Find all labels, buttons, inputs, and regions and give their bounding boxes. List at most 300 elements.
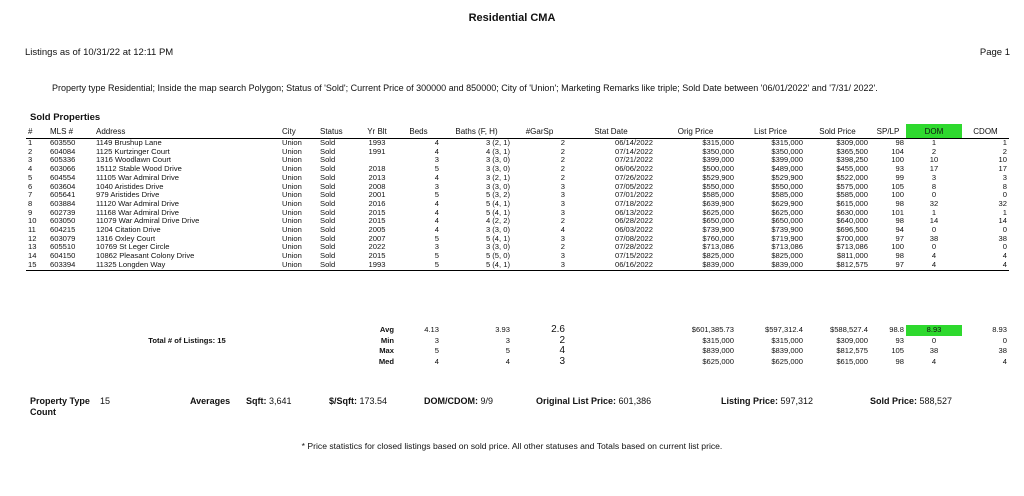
stats-cell: 4 bbox=[434, 356, 439, 366]
table-cell: 1316 Oxley Court bbox=[96, 233, 156, 243]
stats-label: Avg bbox=[379, 325, 394, 334]
table-cell: 2001 bbox=[368, 190, 386, 200]
stats-row bbox=[26, 346, 1009, 357]
stats-row bbox=[26, 325, 1009, 336]
table-cell: 4 bbox=[28, 164, 33, 174]
column-header: CDOM bbox=[962, 124, 1009, 139]
table-header-row bbox=[26, 124, 1009, 139]
table-cell: 105 bbox=[891, 181, 904, 191]
table-cell: $575,000 bbox=[836, 181, 868, 191]
table-cell: 5 bbox=[28, 172, 33, 182]
avg-sold-price: Sold Price: 588,527 bbox=[870, 396, 953, 406]
stats-body bbox=[26, 325, 1009, 367]
table-cell: 603550 bbox=[50, 138, 76, 147]
table-cell: 17 bbox=[998, 164, 1007, 174]
table-cell: 1 bbox=[28, 138, 33, 147]
table-cell: $585,000 bbox=[702, 190, 734, 200]
statistics-table bbox=[26, 325, 1009, 367]
stats-cell: 3 bbox=[505, 335, 510, 345]
listings-as-of: Listings as of 10/31/22 at 12:11 PM bbox=[25, 47, 174, 58]
stats-label: Min bbox=[380, 335, 394, 345]
table-cell: 5 (5, 0) bbox=[485, 251, 510, 261]
table-cell: 3 bbox=[28, 155, 33, 165]
table-cell: 98 bbox=[895, 198, 904, 208]
column-header: Beds bbox=[396, 124, 441, 139]
total-listings: Total # of Listings: 15 bbox=[148, 335, 226, 345]
table-cell: 06/06/2022 bbox=[614, 164, 653, 174]
table-cell: 0 bbox=[931, 190, 937, 200]
table-cell: 1 bbox=[1002, 207, 1007, 217]
column-header: Address bbox=[94, 124, 280, 139]
table-cell: $625,000 bbox=[702, 207, 734, 217]
table-cell: $739,900 bbox=[702, 225, 734, 235]
table-cell: $315,000 bbox=[771, 138, 803, 147]
table-cell: Sold bbox=[320, 138, 336, 147]
stats-empty bbox=[48, 357, 94, 368]
table-cell: 2008 bbox=[368, 181, 386, 191]
page-number: Page 1 bbox=[979, 47, 1010, 58]
table-cell: Sold bbox=[320, 198, 336, 208]
table-cell: 2 bbox=[560, 164, 565, 174]
footer-note: * Price statistics for closed listings based on sold price. All other statuses and Totals based on current list price. bbox=[301, 441, 723, 451]
table-cell: $713,086 bbox=[702, 242, 734, 252]
table-cell: Sold bbox=[318, 261, 358, 270]
table-cell: 1 bbox=[1002, 138, 1007, 147]
table-cell: $640,000 bbox=[836, 216, 868, 226]
table-cell: Sold bbox=[320, 146, 336, 156]
table-cell: 07/08/2022 bbox=[614, 233, 653, 243]
table-cell: 603604 bbox=[50, 181, 76, 191]
property-type-count: 15 bbox=[100, 396, 111, 406]
table-cell: 2005 bbox=[368, 225, 386, 235]
stats-cell: $625,000 bbox=[771, 356, 803, 366]
table-cell: 11120 War Admiral Drive bbox=[96, 198, 179, 208]
stats-empty bbox=[48, 325, 94, 336]
stats-cell: 105 bbox=[891, 346, 904, 355]
stats-cell: 4 bbox=[505, 356, 510, 366]
table-cell: $350,000 bbox=[771, 146, 803, 156]
table-cell: 5 bbox=[434, 233, 439, 243]
stats-cell: 3 bbox=[559, 355, 565, 367]
table-cell: 3 (3, 0) bbox=[485, 155, 510, 165]
table-cell: 602739 bbox=[50, 207, 76, 217]
table-cell: 10769 St Leger Circle bbox=[96, 242, 170, 252]
table-cell: Union bbox=[282, 155, 302, 165]
stats-cell: $839,000 bbox=[702, 346, 734, 355]
table-cell: 604215 bbox=[50, 225, 76, 235]
table-cell: 14 bbox=[28, 251, 37, 261]
stats-empty bbox=[280, 346, 318, 357]
table-cell: 1040 Aristides Drive bbox=[96, 181, 164, 191]
stats-cell: 3 bbox=[434, 335, 439, 345]
stats-empty bbox=[318, 346, 358, 357]
table-cell: $529,900 bbox=[771, 172, 803, 182]
table-cell: 15112 Stable Wood Drive bbox=[96, 164, 182, 174]
table-cell: 07/14/2022 bbox=[614, 146, 653, 156]
table-cell: $639,900 bbox=[702, 198, 734, 208]
stats-empty bbox=[567, 336, 655, 347]
stats-cell: 93 bbox=[895, 335, 904, 345]
avg-sqft: Sqft: 3,641 bbox=[246, 396, 292, 406]
stats-label: Max bbox=[379, 346, 394, 355]
table-cell: 0 bbox=[931, 242, 937, 252]
table-cell: 4 (3, 1) bbox=[485, 146, 510, 156]
table-cell: $650,000 bbox=[771, 216, 803, 226]
table-cell: $629,900 bbox=[771, 198, 803, 208]
stats-empty bbox=[94, 346, 280, 357]
table-cell: 2 bbox=[1002, 146, 1007, 156]
column-header: Baths (F, H) bbox=[441, 124, 512, 139]
table-cell: $739,900 bbox=[771, 225, 803, 235]
table-cell: Sold bbox=[320, 242, 336, 252]
stats-cell: $597,312.4 bbox=[764, 325, 803, 334]
table-cell: 603050 bbox=[50, 216, 76, 226]
table-cell: 7 bbox=[28, 190, 33, 200]
table-cell: 07/18/2022 bbox=[614, 198, 653, 208]
table-cell: $399,000 bbox=[771, 155, 803, 165]
stats-cell: 8.93 bbox=[992, 325, 1007, 334]
table-cell: 3 bbox=[560, 198, 565, 208]
column-header: DOM bbox=[906, 124, 962, 139]
table-cell: 4 (2, 2) bbox=[485, 216, 510, 226]
table-cell: 1993 bbox=[368, 138, 386, 147]
avg-listing-price: Listing Price: 597,312 bbox=[721, 396, 814, 406]
table-cell: 5 (4, 1) bbox=[441, 261, 512, 270]
table-cell: 3 bbox=[434, 242, 439, 252]
table-cell: 0 bbox=[1002, 190, 1007, 200]
table-cell: 0 bbox=[931, 225, 937, 235]
table-cell: Sold bbox=[320, 155, 336, 165]
table-cell: 100 bbox=[891, 155, 904, 165]
table-cell: 2016 bbox=[368, 198, 386, 208]
column-header: City bbox=[280, 124, 318, 139]
table-cell: 11079 War Admiral Drive Drive bbox=[96, 216, 200, 226]
table-cell: 3 bbox=[560, 207, 565, 217]
table-cell: $455,000 bbox=[836, 164, 868, 174]
table-cell: $309,000 bbox=[836, 138, 868, 147]
stats-cell: 5 bbox=[434, 346, 439, 355]
table-cell: 3 bbox=[560, 181, 565, 191]
table-cell: Union bbox=[282, 138, 302, 147]
table-cell: 1 bbox=[931, 138, 937, 147]
avg-original-list-price: Original List Price: 601,386 bbox=[536, 396, 652, 406]
table-cell: 2015 bbox=[368, 251, 386, 261]
stats-cell: 4.13 bbox=[424, 325, 439, 334]
table-cell: 605641 bbox=[50, 190, 76, 200]
property-type-count-label: Property Type Count bbox=[30, 396, 90, 417]
table-cell: 2022 bbox=[368, 242, 386, 252]
stats-cell: 4 bbox=[559, 345, 565, 356]
table-cell: 3 (3, 0) bbox=[485, 242, 510, 252]
table-cell: 97 bbox=[895, 233, 904, 243]
table-cell: 3 (2, 1) bbox=[485, 172, 510, 182]
table-cell: 979 Aristides Drive bbox=[96, 190, 160, 200]
table-cell: 2015 bbox=[368, 207, 386, 217]
table-cell: 3 bbox=[434, 155, 439, 165]
table-cell: 3 bbox=[1002, 172, 1007, 182]
table-cell: 4 bbox=[906, 261, 962, 270]
table-cell: 4 bbox=[434, 198, 439, 208]
table-cell: 100 bbox=[891, 242, 904, 252]
table-cell: $398,250 bbox=[836, 155, 868, 165]
table-cell: 15 bbox=[26, 261, 48, 270]
table-cell: 2015 bbox=[368, 216, 386, 226]
table-cell: 06/14/2022 bbox=[614, 138, 653, 147]
table-cell: 2 bbox=[560, 172, 565, 182]
table-cell: 604554 bbox=[50, 172, 76, 182]
table-cell: 1991 bbox=[368, 146, 386, 156]
table-cell: Union bbox=[282, 172, 302, 182]
table-cell: 2007 bbox=[368, 233, 386, 243]
stats-empty bbox=[94, 357, 280, 368]
table-cell: 11325 Longden Way bbox=[94, 261, 280, 270]
table-cell: 2 bbox=[560, 216, 565, 226]
table-cell: Union bbox=[282, 190, 302, 200]
table-cell: 8 bbox=[28, 198, 33, 208]
stats-cell: $812,575 bbox=[836, 346, 868, 355]
sold-properties-table bbox=[26, 124, 1009, 271]
stats-empty bbox=[26, 325, 48, 336]
table-cell: $585,000 bbox=[836, 190, 868, 200]
stats-empty bbox=[567, 346, 655, 357]
table-cell: 3 (2, 1) bbox=[485, 138, 510, 147]
table-cell: 6 bbox=[28, 181, 33, 191]
stats-cell: $601,385.73 bbox=[691, 325, 734, 334]
table-cell: $713,086 bbox=[836, 242, 868, 252]
table-cell: 4 bbox=[434, 146, 439, 156]
stats-empty bbox=[26, 357, 48, 368]
table-cell: $522,000 bbox=[836, 172, 868, 182]
stats-empty bbox=[567, 325, 655, 336]
table-cell: Union bbox=[282, 198, 302, 208]
table-cell: $615,000 bbox=[836, 198, 868, 208]
table-cell: 2018 bbox=[368, 164, 386, 174]
table-cell: 100 bbox=[891, 190, 904, 200]
table-cell: 32 bbox=[998, 198, 1007, 208]
table-cell: 2 bbox=[560, 242, 565, 252]
stats-cell: 4 bbox=[931, 356, 937, 366]
table-cell: 4 bbox=[560, 225, 565, 235]
table-cell: $700,000 bbox=[836, 233, 868, 243]
table-cell: 603394 bbox=[48, 261, 94, 270]
table-cell: 3 bbox=[560, 190, 565, 200]
table-cell: $585,000 bbox=[771, 190, 803, 200]
table-cell: 3 bbox=[434, 181, 439, 191]
table-cell: 06/13/2022 bbox=[614, 207, 653, 217]
stats-cell: 2.6 bbox=[551, 324, 565, 335]
table-cell: 3 (3, 0) bbox=[485, 164, 510, 174]
stats-cell: 38 bbox=[929, 346, 939, 355]
column-header: #GarSp bbox=[512, 124, 567, 139]
table-cell: $719,900 bbox=[771, 233, 803, 243]
table-cell: 3 bbox=[512, 261, 567, 270]
table-cell: Union bbox=[282, 233, 302, 243]
section-title: Sold Properties bbox=[30, 112, 101, 123]
table-cell: $550,000 bbox=[771, 181, 803, 191]
table-cell: Union bbox=[282, 207, 302, 217]
table-cell: 4 bbox=[434, 225, 439, 235]
table-cell: 5 bbox=[396, 261, 441, 270]
table-cell: $713,086 bbox=[771, 242, 803, 252]
table-cell: 10862 Pleasant Colony Drive bbox=[96, 251, 195, 261]
stats-empty bbox=[48, 346, 94, 357]
table-cell: 1 bbox=[931, 207, 937, 217]
table-cell: 8 bbox=[1002, 181, 1007, 191]
stats-cell: $315,000 bbox=[702, 335, 734, 345]
table-cell: 93 bbox=[895, 164, 904, 174]
column-header: Stat Date bbox=[567, 124, 655, 139]
table-cell: 32 bbox=[929, 198, 939, 208]
table-body bbox=[26, 139, 1009, 271]
stats-label: Med bbox=[378, 356, 394, 366]
table-cell: $696,500 bbox=[836, 225, 868, 235]
table-cell: Sold bbox=[320, 225, 336, 235]
table-cell: 12 bbox=[28, 233, 37, 243]
table-cell: 5 (4, 1) bbox=[485, 198, 510, 208]
table-cell: 2 bbox=[560, 155, 565, 165]
table-cell: 3 (3, 0) bbox=[485, 225, 510, 235]
stats-cell: 98.8 bbox=[889, 325, 904, 334]
stats-cell: 8.93 bbox=[906, 325, 962, 336]
table-cell: 11168 War Admiral Drive bbox=[96, 207, 179, 217]
table-cell: $350,000 bbox=[702, 146, 734, 156]
table-cell: 1149 Brushup Lane bbox=[96, 138, 162, 147]
table-cell: 4 bbox=[931, 251, 937, 261]
avg-dom-cdom: DOM/CDOM: 9/9 bbox=[424, 396, 494, 406]
table-cell: 07/05/2022 bbox=[614, 181, 653, 191]
table-cell: 5 (3, 2) bbox=[485, 190, 510, 200]
table-cell: 10 bbox=[998, 155, 1007, 165]
table-cell: 97 bbox=[870, 261, 906, 270]
table-row bbox=[26, 261, 1009, 270]
table-cell: Sold bbox=[320, 207, 336, 217]
stats-cell: 38 bbox=[998, 346, 1007, 355]
table-cell: 4 bbox=[434, 216, 439, 226]
table-cell: 4 bbox=[1002, 251, 1007, 261]
stats-cell: 5 bbox=[505, 346, 510, 355]
table-cell: 3 (3, 0) bbox=[485, 181, 510, 191]
table-cell: $625,000 bbox=[771, 207, 803, 217]
table-cell: $365,500 bbox=[836, 146, 868, 156]
stats-cell: $315,000 bbox=[771, 335, 803, 345]
table-cell: Sold bbox=[320, 251, 336, 261]
stats-cell: $309,000 bbox=[836, 335, 868, 345]
table-cell: Sold bbox=[320, 172, 336, 182]
stats-cell: 2 bbox=[559, 334, 565, 346]
table-cell: $760,000 bbox=[702, 233, 734, 243]
stats-cell: 0 bbox=[931, 335, 937, 345]
table-cell: 604084 bbox=[50, 146, 76, 156]
table-cell: 9 bbox=[28, 207, 33, 217]
table-cell: 605336 bbox=[50, 155, 76, 165]
table-cell: 11 bbox=[28, 225, 36, 235]
table-cell: 3 bbox=[560, 251, 565, 261]
stats-cell: $839,000 bbox=[771, 346, 803, 355]
column-header: Yr Blt bbox=[358, 124, 396, 139]
table-cell: 5 bbox=[434, 190, 439, 200]
table-cell: 5 bbox=[434, 164, 439, 174]
table-cell: $315,000 bbox=[702, 138, 734, 147]
stats-empty bbox=[94, 325, 280, 336]
table-cell: 98 bbox=[895, 138, 904, 147]
table-cell: $811,000 bbox=[836, 251, 868, 261]
table-cell: 0 bbox=[1002, 225, 1007, 235]
table-cell: 17 bbox=[929, 164, 939, 174]
table-cell: Sold bbox=[320, 190, 336, 200]
table-cell: 06/28/2022 bbox=[614, 216, 653, 226]
column-header: Status bbox=[318, 124, 358, 139]
table-cell: Sold bbox=[320, 216, 336, 226]
table-cell: $500,000 bbox=[702, 164, 734, 174]
table-cell: 11105 War Admiral Drive bbox=[96, 172, 179, 182]
table-cell: 07/28/2022 bbox=[614, 242, 653, 252]
table-cell: Union bbox=[282, 216, 302, 226]
table-cell: 14 bbox=[929, 216, 939, 226]
table-cell: 603066 bbox=[50, 164, 76, 174]
stats-empty bbox=[318, 325, 358, 336]
table-cell: 0 bbox=[1002, 242, 1007, 252]
table-cell: 3 bbox=[560, 233, 565, 243]
table-cell: 07/15/2022 bbox=[614, 251, 653, 261]
table-cell: 94 bbox=[895, 225, 904, 235]
stats-cell: 0 bbox=[1002, 335, 1007, 345]
table-cell: $630,000 bbox=[836, 207, 868, 217]
table-cell: Sold bbox=[320, 164, 336, 174]
stats-empty bbox=[318, 336, 358, 347]
table-cell: 2 bbox=[560, 138, 565, 147]
table-cell: 38 bbox=[998, 233, 1007, 243]
stats-cell: $625,000 bbox=[702, 356, 734, 366]
table-cell: $529,900 bbox=[702, 172, 734, 182]
table-cell: Sold bbox=[320, 233, 336, 243]
table-cell: 4 bbox=[434, 138, 439, 147]
averages-label: Averages bbox=[190, 396, 231, 406]
column-header: List Price bbox=[736, 124, 805, 139]
table-cell: 98 bbox=[895, 251, 904, 261]
table-cell: $839,000 bbox=[655, 261, 736, 270]
column-header: SP/LP bbox=[870, 124, 906, 139]
stats-empty bbox=[26, 346, 48, 357]
table-cell: Union bbox=[280, 261, 318, 270]
avg-price-per-sqft: $/Sqft: 173.54 bbox=[329, 396, 388, 406]
table-cell: 4 bbox=[434, 172, 439, 182]
table-cell: $550,000 bbox=[702, 181, 734, 191]
table-cell: $825,000 bbox=[771, 251, 803, 261]
column-header: Orig Price bbox=[655, 124, 736, 139]
table-cell: Union bbox=[282, 225, 302, 235]
table-cell: Sold bbox=[320, 181, 336, 191]
table-cell: 06/16/2022 bbox=[567, 261, 655, 270]
table-cell: 5 (4, 1) bbox=[485, 233, 510, 243]
table-cell: 10 bbox=[28, 216, 37, 226]
table-cell: 99 bbox=[895, 172, 904, 182]
table-cell: 07/21/2022 bbox=[614, 155, 653, 165]
table-cell: 8 bbox=[931, 181, 937, 191]
table-cell: 98 bbox=[895, 216, 904, 226]
table-cell: $399,000 bbox=[702, 155, 734, 165]
table-cell: Union bbox=[282, 181, 302, 191]
table-cell: 10 bbox=[929, 155, 939, 165]
stats-empty bbox=[26, 336, 48, 347]
table-cell: $812,575 bbox=[805, 261, 870, 270]
table-cell: 4 bbox=[434, 207, 439, 217]
table-cell: 2 bbox=[560, 146, 565, 156]
stats-empty bbox=[280, 325, 318, 336]
table-cell: $489,000 bbox=[771, 164, 803, 174]
stats-cell: 4 bbox=[1002, 356, 1007, 366]
stats-cell: $588,527.4 bbox=[829, 325, 868, 334]
table-cell: Union bbox=[282, 164, 302, 174]
